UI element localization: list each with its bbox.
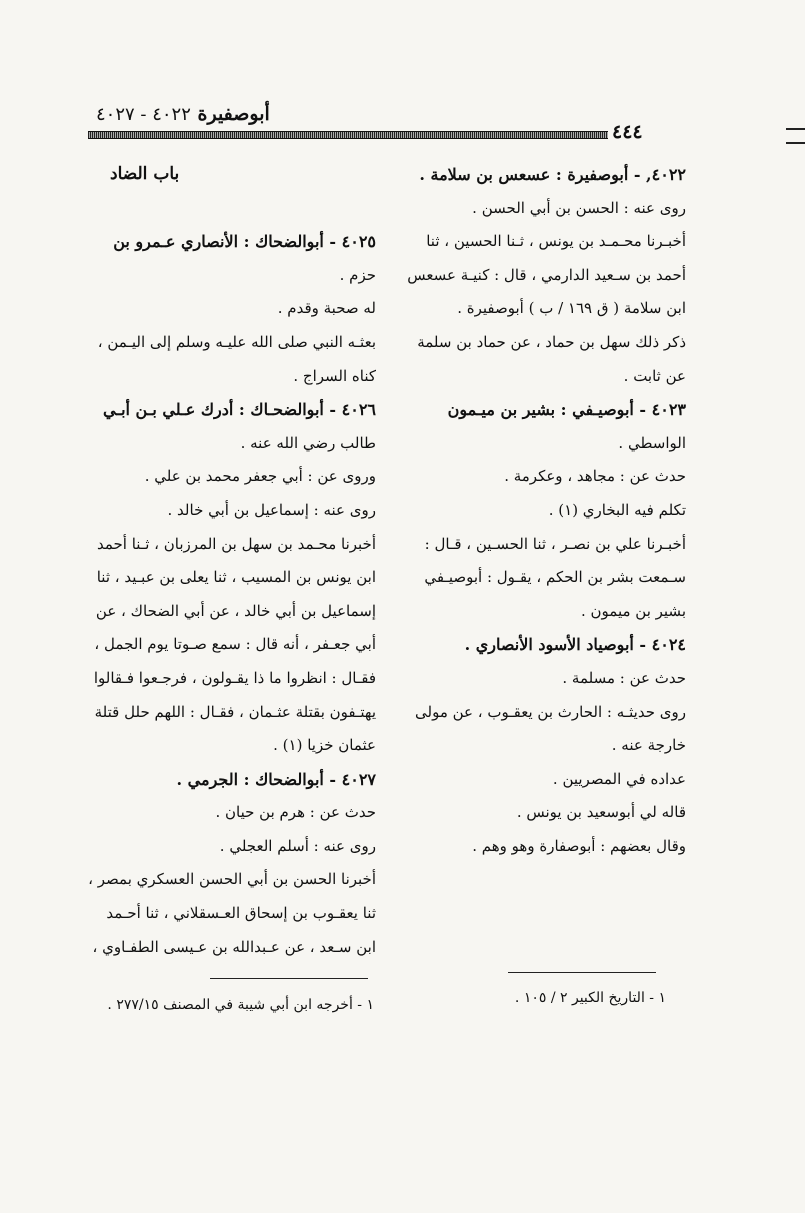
left-entry-heading: ٤٠٢٧ - أبوالضحاك : الجرمي . — [176, 769, 376, 789]
left-text-line: يهتـفون بقتلة عثـمان ، فقـال : اللهم حلل قتلة — [94, 702, 376, 721]
left-text-line: ثنا يعقـوب بن إسحاق العـسقلاني ، ثنا أحـمد — [106, 904, 376, 923]
left-text-line: أخبرنا الحسن بن أبي الحسن العسكري بمصر ، — [88, 870, 376, 889]
left-entry-heading: ٤٠٢٥ - أبوالضحاك : الأنصاري عـمرو بن — [113, 232, 376, 252]
right-text-line: روى عنه : الحسن بن أبي الحسن . — [472, 198, 686, 217]
left-text-line: طالب رضي الله عنه . — [240, 433, 376, 452]
right-text-line: خارجة عنه . — [611, 736, 686, 755]
right-text-line: عداده في المصريين . — [552, 769, 686, 788]
right-text-line: بشير بن ميمون . — [580, 601, 686, 620]
left-text-line: ابن يونس بن المسيب ، ثنا يعلى بن عبـيد ، ثنا — [96, 568, 376, 587]
footnote-rule-right — [508, 972, 656, 973]
header-range: ٤٠٢٢ - ٤٠٢٧ — [96, 104, 191, 125]
right-text-line: حدث عن : مسلمة . — [562, 668, 686, 687]
left-text-line: ابن سـعد ، عن عـبدالله بن عـيسى الطفـاوي ، — [92, 937, 376, 956]
right-text-line: تكلم فيه البخاري (١) . — [548, 500, 686, 519]
left-text-line: حدث عن : هرم بن حيان . — [215, 803, 376, 822]
right-text-line: عن ثابت . — [623, 366, 686, 385]
left-column — [88, 158, 376, 964]
left-text-line: حزم . — [339, 265, 376, 284]
left-text-line: روى عنه : إسماعيل بن أبي خالد . — [167, 500, 376, 519]
left-text-line: فقـال : انظروا ما ذا يقـولون ، فرجـعوا فـقالوا — [93, 668, 376, 687]
right-text-line: الواسطي . — [618, 433, 686, 452]
header-rule — [88, 131, 608, 139]
header-name: أبوصفيرة — [197, 103, 270, 125]
footnote-right: ١ - التاريخ الكبير ٢ / ١٠٥ . — [514, 990, 666, 1006]
right-entry-heading: ٤٠٢٣ - أبوصيـفي : بشير بن ميـمون — [447, 400, 686, 420]
page-number: ٤٤٤ — [612, 121, 643, 143]
corner-mark — [786, 128, 805, 144]
right-text-line: وقال بعضهم : أبوصفارة وهو وهم . — [472, 836, 686, 855]
left-text-line: أبي جعـفر ، أنه قال : سمع صـوتا يوم الجمل ، — [94, 635, 376, 654]
footnote-rule-left — [210, 978, 368, 979]
left-text-line: كناه السراج . — [293, 366, 376, 385]
right-column — [398, 158, 686, 863]
right-text-line: ابن سلامة ( ق ١٦٩ / ب ) أبوصفيرة . — [457, 299, 686, 318]
left-text-line: له صحبة وقدم . — [277, 299, 376, 318]
left-text-line: إسماعيل بن أبي خالد ، عن أبي الضحاك ، عن — [95, 601, 376, 620]
header-title — [96, 103, 270, 125]
right-text-line: سـمعت بشر بن الحكم ، يقـول : أبوصيـفي — [424, 568, 686, 587]
right-text-line: أخبـرنا محـمـد بن يونس ، ثـنا الحسين ، ثنا — [426, 232, 686, 251]
running-header — [88, 103, 688, 143]
right-text-line: حدث عن : مجاهد ، وعكرمة . — [504, 467, 686, 486]
left-text-line: عثمان خزيا (١) . — [273, 736, 376, 755]
left-text-line: وروى عن : أبي جعفر محمد بن علي . — [144, 467, 376, 486]
right-text-line: روى حديثـه : الحارث بن يعقـوب ، عن مولى — [415, 702, 686, 721]
right-text-line: ذكر ذلك سهل بن حماد ، عن حماد بن سلمة — [417, 332, 686, 351]
left-text-line: بعثـه النبي صلى الله عليـه وسلم إلى اليـمن ، — [97, 332, 376, 351]
left-text-line: روى عنه : أسلم العجلي . — [219, 836, 376, 855]
left-entry-heading: ٤٠٢٦ - أبوالضحـاك : أدرك عـلي بـن أبـي — [103, 400, 376, 420]
section-title: باب الضاد — [110, 164, 180, 184]
right-text-line: أخبـرنا علي بن نصـر ، ثنا الحسـين ، قـال : — [424, 534, 686, 553]
right-entry-heading: ٤٠٢٤ - أبوصياد الأسود الأنصاري . — [464, 635, 686, 655]
left-text-line: أخبرنا محـمد بن سهل بن المرزبان ، ثـنا أحمد — [96, 534, 376, 553]
right-text-line: أحمد بن سـعيد الدارمي ، قال : كنيـة عسعس — [407, 265, 686, 284]
right-entry-heading: ٤٠٢٢, - أبوصفيرة : عسعس بن سلامة . — [419, 165, 686, 184]
left-text-line — [88, 192, 376, 226]
footnote-left: ١ - أخرجه ابن أبي شيبة في المصنف ٢٧٧/١٥ . — [107, 997, 374, 1013]
right-text-line: قاله لي أبوسعيد بن يونس . — [516, 803, 686, 822]
